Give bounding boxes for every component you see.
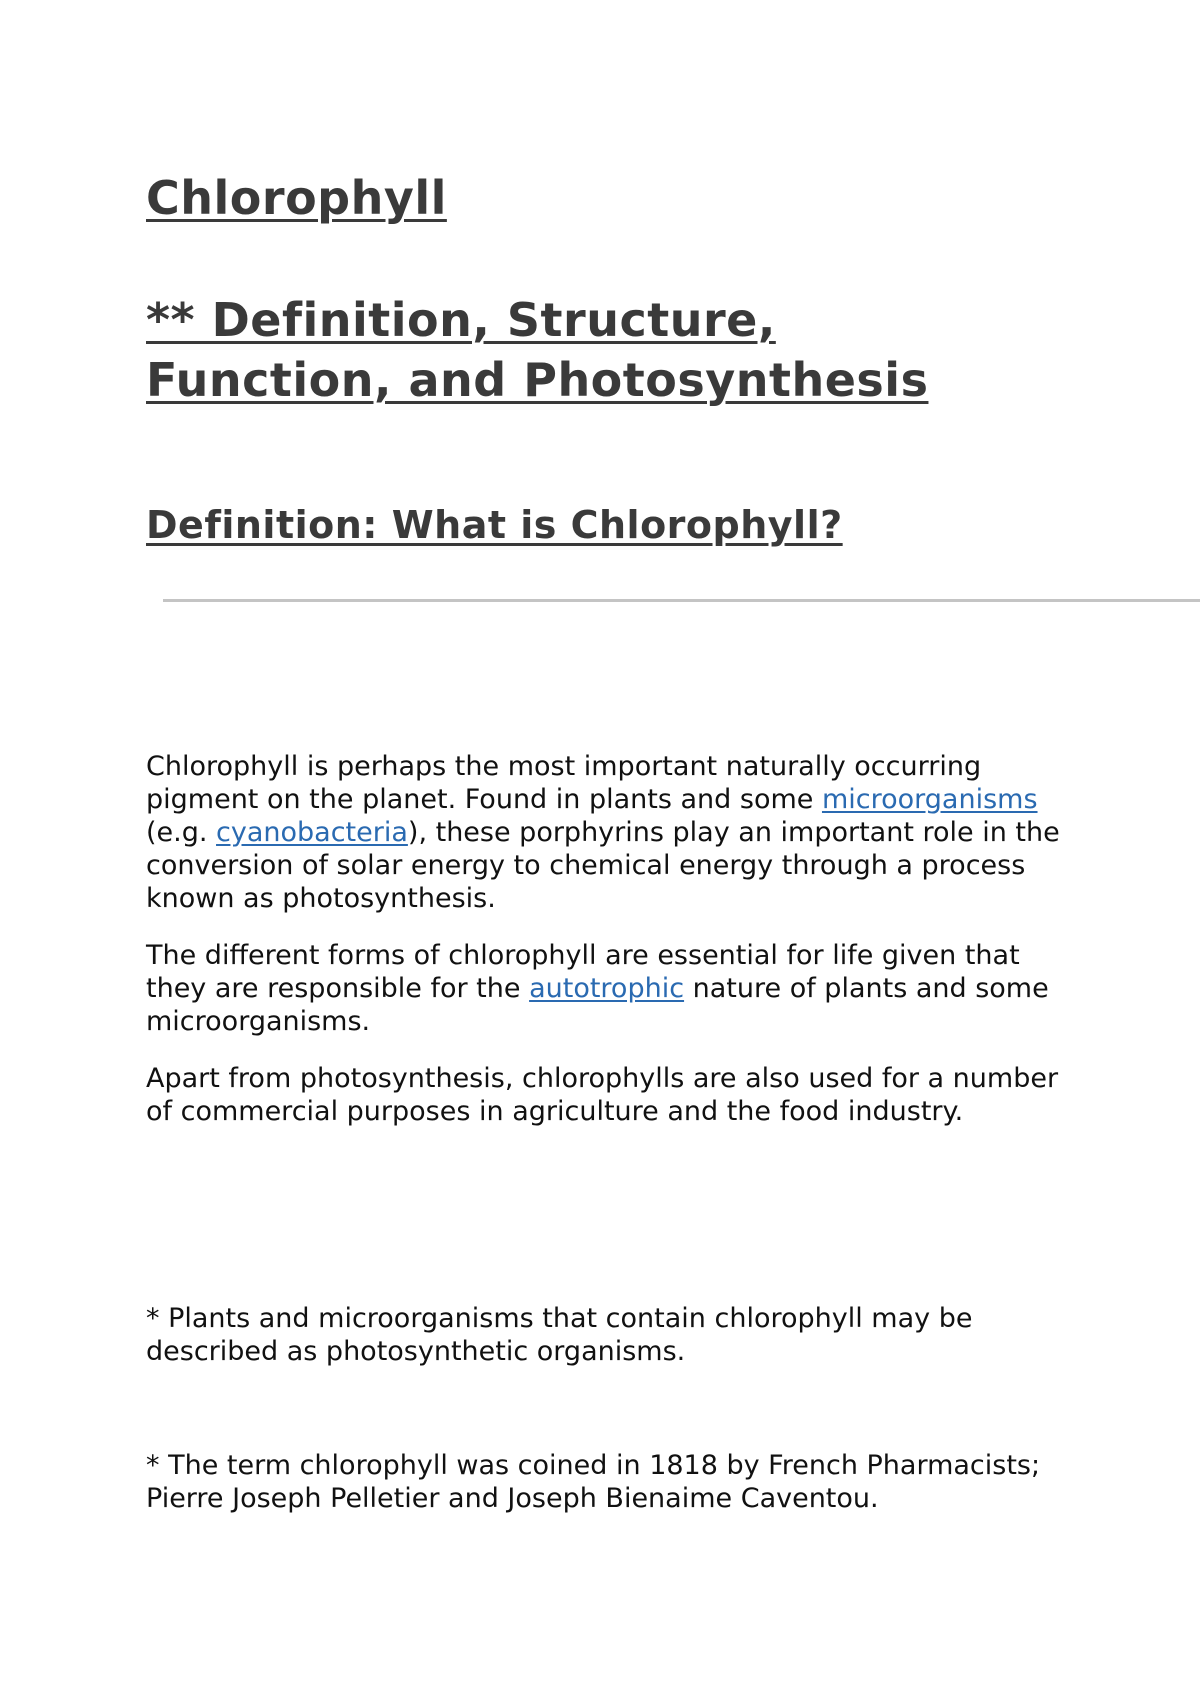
section-heading-definition: Definition: What is Chlorophyll? bbox=[146, 503, 843, 547]
paragraph-2 bbox=[146, 939, 1086, 1038]
paragraph-1 bbox=[146, 750, 1086, 915]
cyanobacteria-link[interactable]: cyanobacteria bbox=[216, 817, 408, 848]
paragraph-1-text-c: ), these porphyrins play an important role in the conversion of solar energy to chemical energy through a process known as photosynthesis. bbox=[146, 817, 1060, 914]
note-photosynthetic-organisms: * Plants and microorganisms that contain chlorophyll may be described as photosynthetic organisms. bbox=[146, 1303, 973, 1367]
subtitle-line-2: Function, and Photosynthesis bbox=[146, 353, 929, 407]
subtitle-line-1: ** Definition, Structure, bbox=[146, 293, 776, 347]
autotrophic-link[interactable]: autotrophic bbox=[529, 973, 685, 1004]
horizontal-divider bbox=[163, 599, 1200, 602]
paragraph-2-text-a: The different forms of chlorophyll are essential for life given that they are responsible for the bbox=[146, 940, 1020, 1004]
definition-body bbox=[146, 750, 1086, 1152]
document-title: Chlorophyll bbox=[146, 171, 447, 225]
note-term-origin: * The term chlorophyll was coined in 1818 by French Pharmacists; Pierre Joseph Pelletier and Joseph Bienaime Caventou. bbox=[146, 1450, 1041, 1514]
paragraph-1-text-b: (e.g. bbox=[146, 817, 217, 848]
paragraph-3: Apart from photosynthesis, chlorophylls are also used for a number of commercial purposes in agriculture and the food industry. bbox=[146, 1063, 1059, 1127]
document-subtitle bbox=[146, 290, 1046, 410]
paragraph-1-text-a: Chlorophyll is perhaps the most important naturally occurring pigment on the planet. Found in plants and some bbox=[146, 751, 982, 815]
paragraph-2-text-b: nature of plants and some microorganisms. bbox=[146, 973, 1049, 1037]
microorganisms-link[interactable]: microorganisms bbox=[821, 784, 1038, 815]
